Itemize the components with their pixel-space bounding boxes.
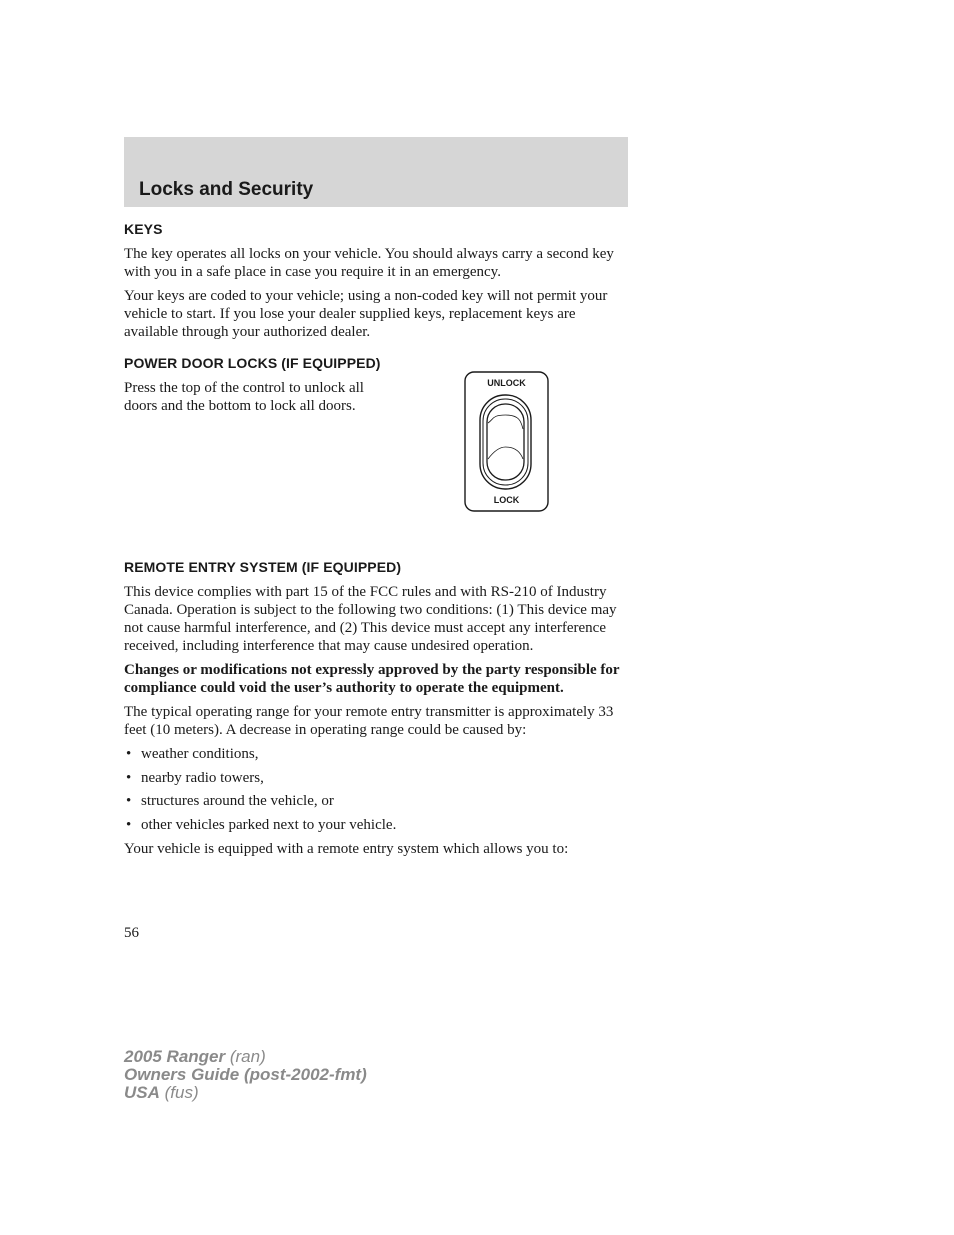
keys-heading: KEYS [124,221,163,237]
range-factor-list [124,745,628,834]
list-item: • structures around the vehicle, or [126,793,334,809]
remote-entry-paragraph-1: This device complies with part 15 of the FCC rules and with RS-210 of Industry Canada. Operation is subject to the following two conditions: (1) This device may not cause harmful interference, and (2) This device must accept any interference received, including interference that may cause undesired operation. [124,584,617,654]
remote-entry-paragraph-3: Your vehicle is equipped with a remote entry system which allows you to: [124,840,569,857]
list-item: • other vehicles parked next to your vehicle. [126,816,397,833]
door-lock-switch-icon [464,371,550,513]
unlock-label: UNLOCK [487,378,526,388]
list-item: • nearby radio towers, [126,769,264,786]
page-content [124,221,628,864]
footer-line-3: USA (fus) [124,1083,199,1102]
bullet-icon: • [126,746,132,762]
bullet-icon: • [126,816,132,833]
power-locks-row [124,379,628,545]
power-locks-heading: POWER DOOR LOCKS (IF EQUIPPED) [124,355,381,371]
footer-line-2: Owners Guide (post-2002-fmt) [124,1065,367,1084]
footer-line-1: 2005 Ranger (ran) [124,1047,266,1066]
document-footer [124,1048,367,1102]
section-title: Locks and Security [139,179,314,200]
keys-paragraph-1: The key operates all locks on your vehicle. You should always carry a second key with you in a safe place in case you require it in an emergency. [124,246,614,280]
list-item: • weather conditions, [126,746,259,762]
remote-entry-warning: Changes or modifications not expressly approved by the party responsible for compliance could void the user’s authority to operate the equipment. [124,662,620,696]
page-number: 56 [124,925,139,941]
remote-entry-paragraph-2: The typical operating range for your remote entry transmitter is approximately 33 feet (10 meters). A decrease in operating range could be caused by: [124,704,614,738]
remote-entry-heading: REMOTE ENTRY SYSTEM (IF EQUIPPED) [124,559,402,575]
bullet-icon: • [126,793,132,809]
lock-label: LOCK [493,495,520,505]
keys-paragraph-2: Your keys are coded to your vehicle; using a non-coded key will not permit your vehicle to start. If you lose your dealer supplied keys, replacement keys are available through your authorized dealer. [124,288,608,340]
power-locks-paragraph: Press the top of the control to unlock all doors and the bottom to lock all doors. [124,380,364,414]
bullet-icon: • [126,769,132,786]
section-header-band [124,137,628,207]
